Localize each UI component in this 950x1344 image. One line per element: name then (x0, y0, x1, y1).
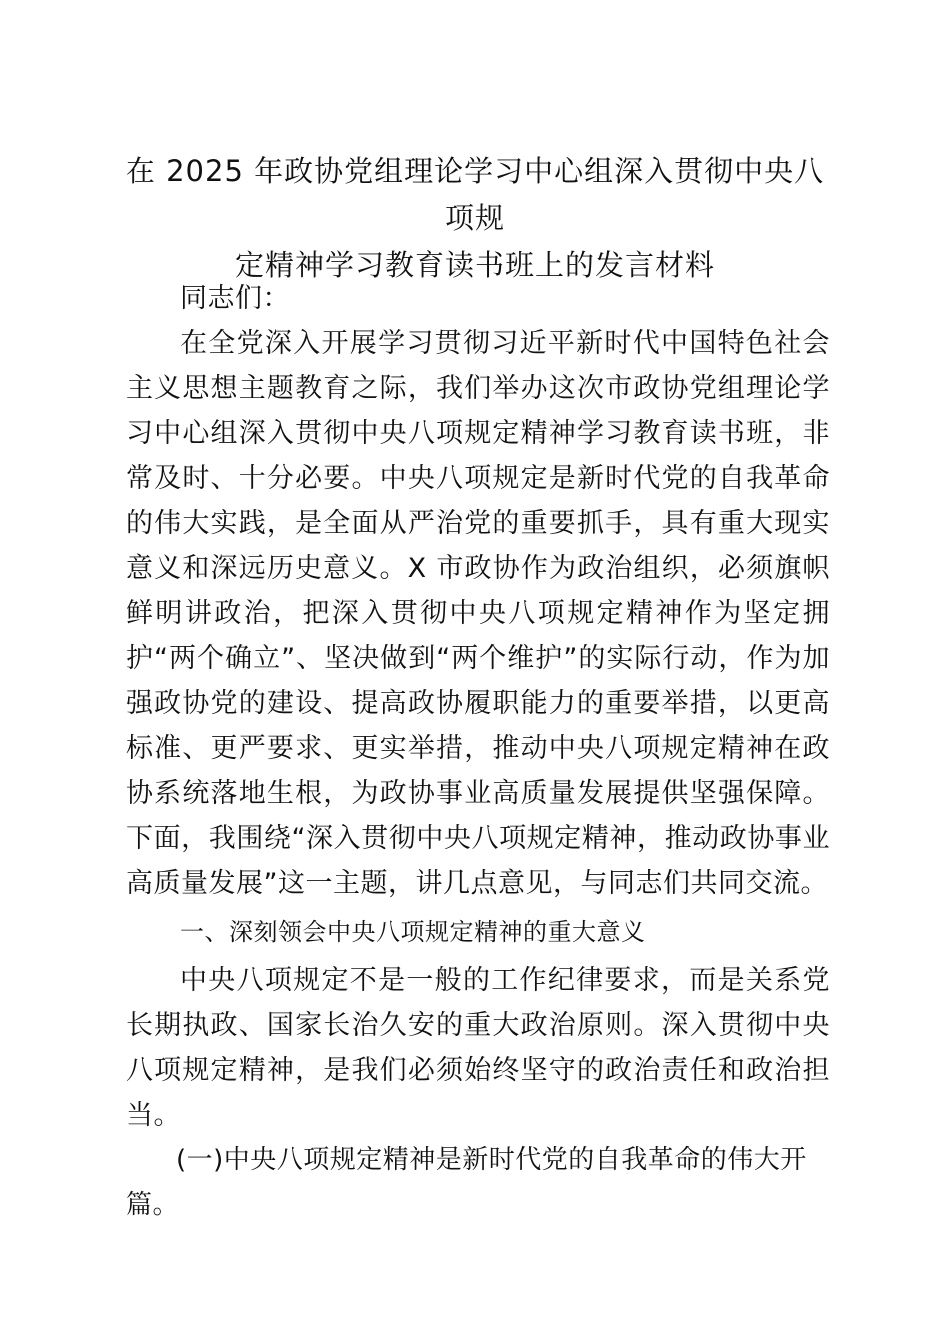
title-line-2: 定精神学习教育读书班上的发言材料 (234, 248, 715, 282)
paragraph-intro: 在全党深入开展学习贯彻习近平新时代中国特色社会主义思想主题教育之际，我们举办这次市政协党组理论学习中心组深入贯彻中央八项规定精神学习教育读书班，非常及时、十分必要。中央八项规定是新时代党的自我革命的伟大实践，是全面从严治党的重要抓手，具有重大现实意义和深远历史意义。X 市政协作为政治组织，必须旗帜鲜明讲政治，把深入贯彻中央八项规定精神作为坚定拥护“两个确立”、坚决做到“两个维护”的实际行动，作为加强政协党的建设、提高政协履职能力的重要举措，以更高标准、更严要求、更实举措，推动中央八项规定精神在政协系统落地生根，为政协事业高质量发展提供坚强保障。下面，我围绕“深入贯彻中央八项规定精神，推动政协事业高质量发展”这一主题，讲几点意见，与同志们共同交流。 (126, 328, 830, 899)
document-title (118, 148, 832, 289)
section-heading-1: 一、深刻领会中央八项规定精神的重大意义 (180, 918, 646, 946)
subsection-heading-1: (一)中央八项规定精神是新时代党的自我革命的伟大开篇。 (126, 1145, 807, 1220)
paragraph-section-1: 中央八项规定不是一般的工作纪律要求，而是关系党长期执政、国家长治久安的重大政治原则。深入贯彻中央八项规定精神，是我们必须始终坚守的政治责任和政治担当。 (126, 965, 830, 1131)
salutation: 同志们： (180, 283, 290, 314)
title-line-1: 在 2025 年政协党组理论学习中心组深入贯彻中央八项规 (125, 154, 825, 235)
document-body (126, 276, 830, 1228)
